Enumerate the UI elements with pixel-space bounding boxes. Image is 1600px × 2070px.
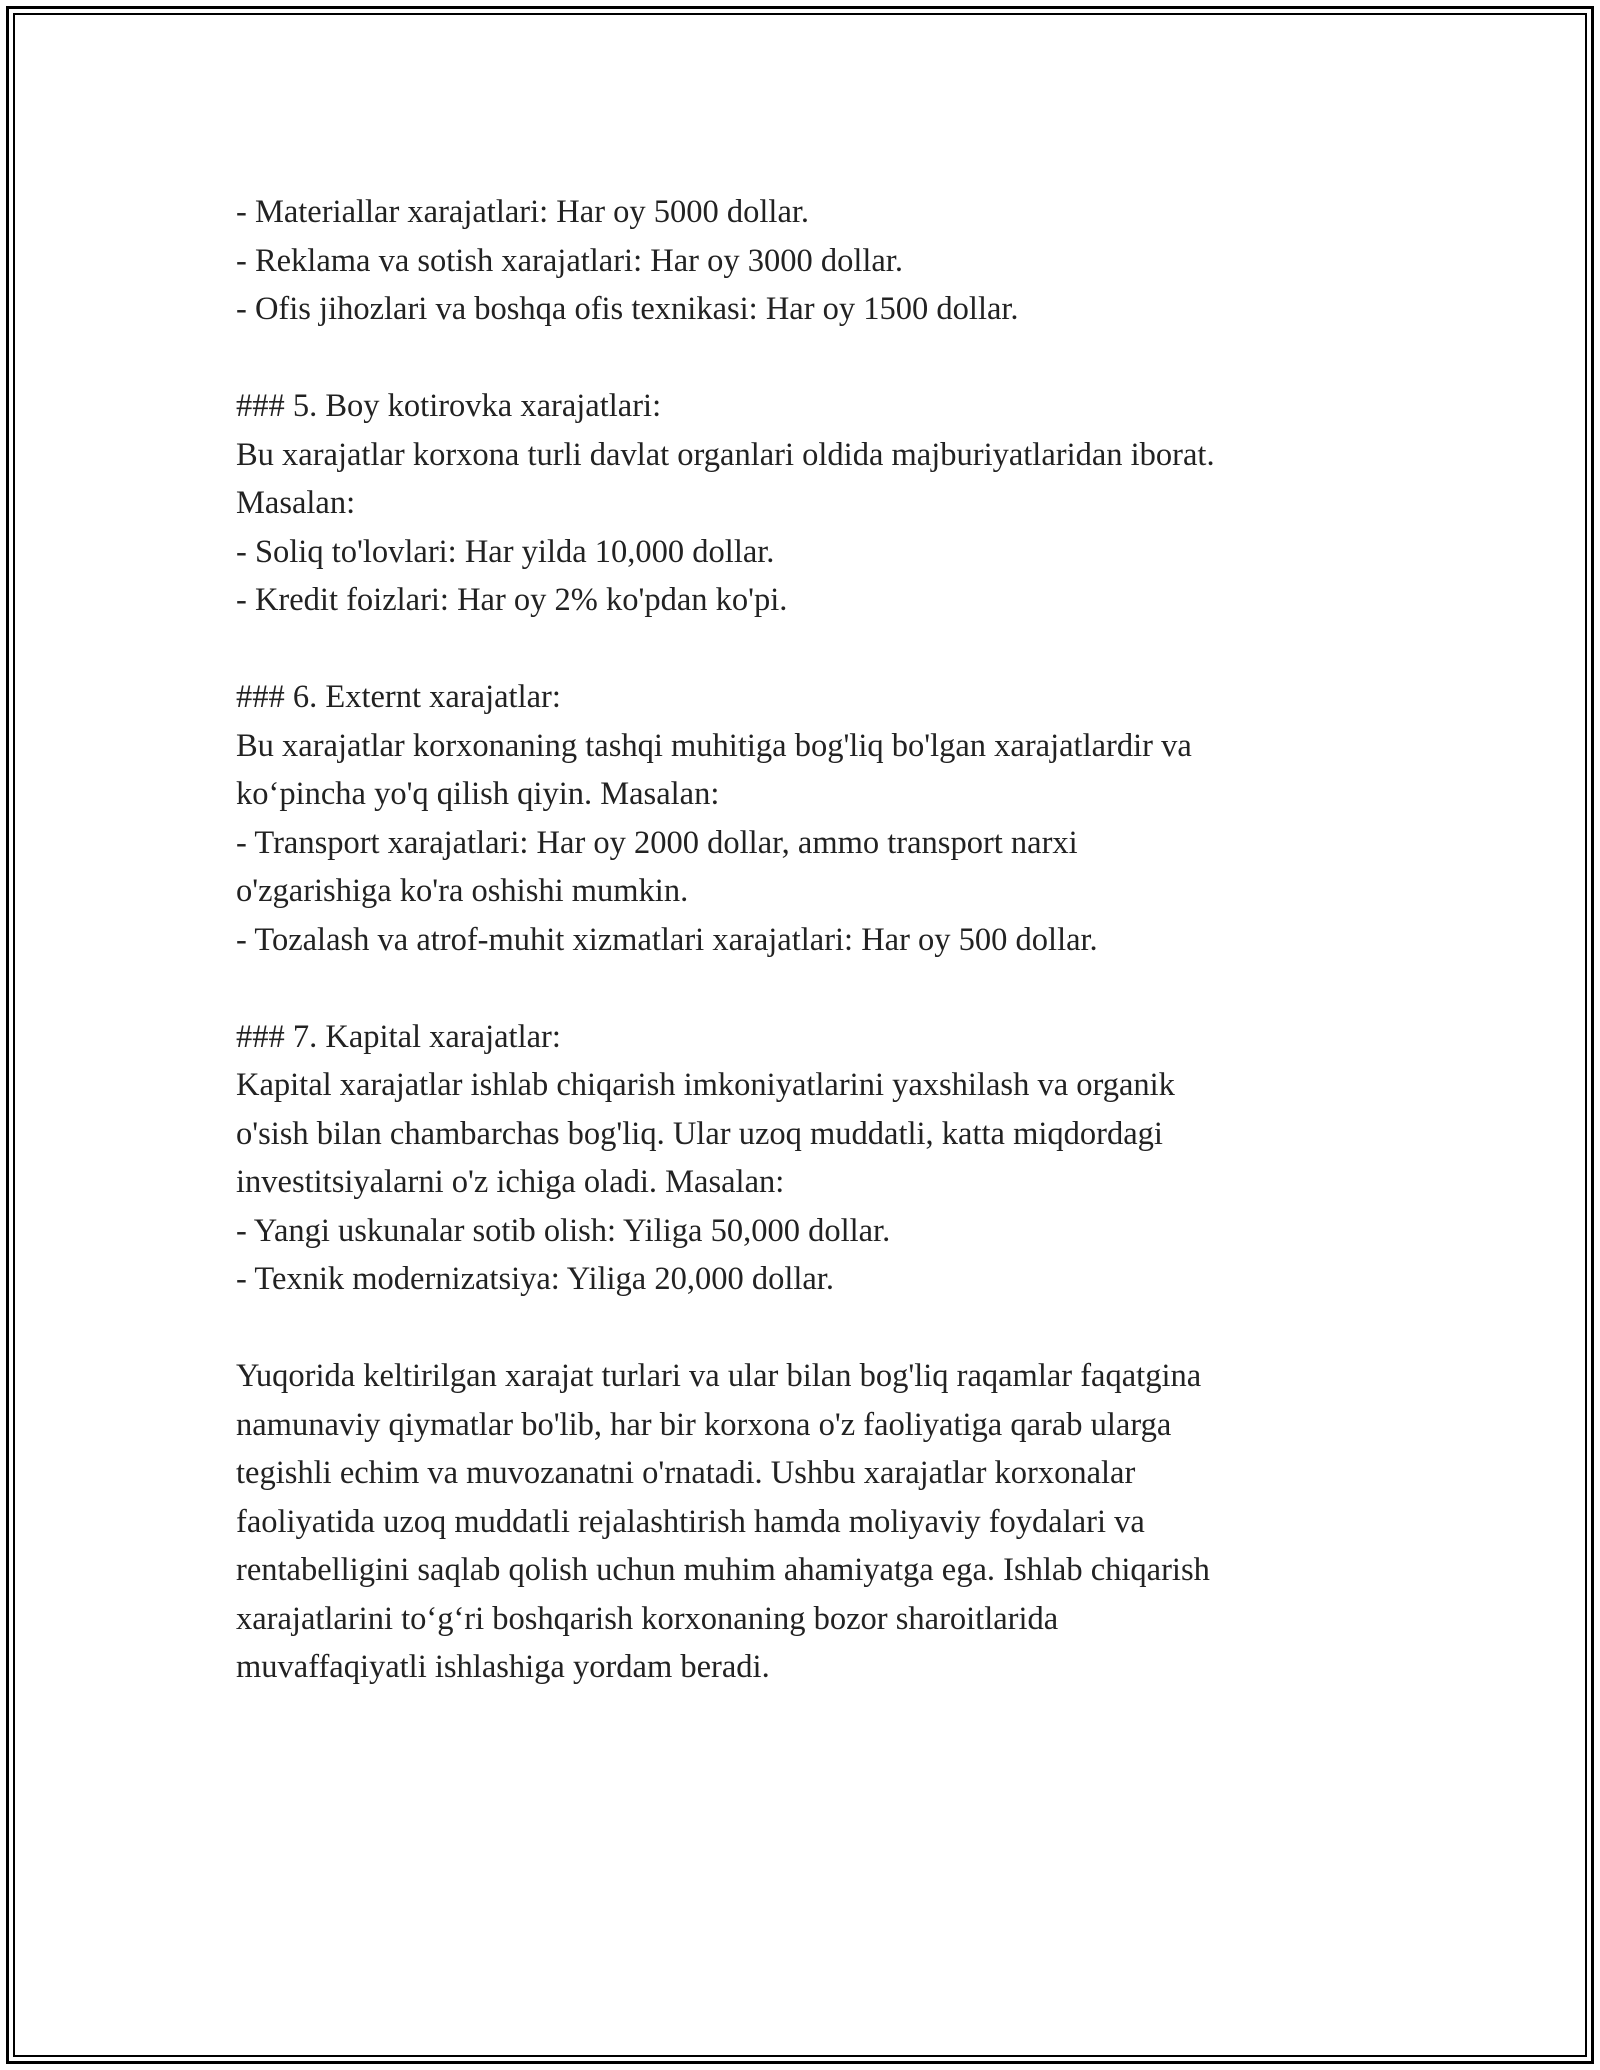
list-item: - Texnik modernizatsiya: Yiliga 20,000 dollar. <box>236 1261 834 1297</box>
paragraph-line: Kapital xarajatlar ishlab chiqarish imkoniyatlarini yaxshilash va organik <box>236 1067 1175 1103</box>
section-6 <box>236 673 1376 964</box>
paragraph-line: ko‘pincha yo'q qilish qiyin. Masalan: <box>236 776 720 812</box>
list-item: - Ofis jihozlari va boshqa ofis texnikasi: Har oy 1500 dollar. <box>236 291 1019 327</box>
list-item: - Yangi uskunalar sotib olish: Yiliga 50,000 dollar. <box>236 1212 891 1249</box>
paragraph-line: faoliyatida uzoq muddatli rejalashtirish hamda moliyaviy foydalari va <box>236 1503 1145 1540</box>
list-item: - Soliq to'lovlari: Har yilda 10,000 dollar. <box>236 533 775 570</box>
paragraph-line: tegishli echim va muvozanatni o'rnatadi. Ushbu xarajatlar korxonalar <box>236 1455 1136 1491</box>
paragraph-line: muvaffaqiyatli ishlashiga yordam beradi. <box>236 1649 770 1685</box>
list-item: - Materiallar xarajatlari: Har oy 5000 dollar. <box>236 194 810 230</box>
paragraph-line: investitsiyalarni o'z ichiga oladi. Masalan: <box>236 1164 785 1200</box>
conclusion-paragraph <box>236 1352 1376 1692</box>
paragraph-line: xarajatlarini to‘g‘ri boshqarish korxonaning bozor sharoitlarida <box>236 1600 1059 1637</box>
paragraph-gap <box>236 625 1376 674</box>
paragraph-gap <box>236 334 1376 383</box>
section-heading: ### 5. Boy kotirovka xarajatlari: <box>236 388 662 424</box>
paragraph-line: Yuqorida keltirilgan xarajat turlari va ular bilan bog'liq raqamlar faqatgina <box>236 1358 1202 1394</box>
list-item: - Tozalash va atrof-muhit xizmatlari xarajatlari: Har oy 500 dollar. <box>236 921 1098 958</box>
list-item: o'zgarishiga ko'ra oshishi mumkin. <box>236 873 689 909</box>
section-5 <box>236 382 1376 625</box>
list-item: - Kredit foizlari: Har oy 2% ko'pdan ko'pi. <box>236 582 788 618</box>
paragraph-line: Bu xarajatlar korxona turli davlat organlari oldida majburiyatlaridan iborat. <box>236 436 1215 473</box>
paragraph-gap <box>236 1304 1376 1353</box>
document-body <box>236 188 1376 1692</box>
list-item: - Transport xarajatlari: Har oy 2000 dollar, ammo transport narxi <box>236 824 1078 861</box>
section-heading: ### 7. Kapital xarajatlar: <box>236 1018 561 1055</box>
paragraph-gap <box>236 964 1376 1013</box>
paragraph-line: rentabelligini saqlab qolish uchun muhim ahamiyatga ega. Ishlab chiqarish <box>236 1552 1210 1588</box>
paragraph-line: Bu xarajatlar korxonaning tashqi muhitiga bog'liq bo'lgan xarajatlardir va <box>236 727 1192 764</box>
list-item: - Reklama va sotish xarajatlari: Har oy 3000 dollar. <box>236 242 903 279</box>
paragraph-line: namunaviy qiymatlar bo'lib, har bir korxona o'z faoliyatiga qarab ularga <box>236 1406 1172 1443</box>
paragraph-line: Masalan: <box>236 485 356 521</box>
section-heading: ### 6. Externt xarajatlar: <box>236 679 561 715</box>
expense-list-block <box>236 188 1376 334</box>
paragraph-line: o'sish bilan chambarchas bog'liq. Ular uzoq muddatli, katta miqdordagi <box>236 1115 1163 1152</box>
section-7 <box>236 1013 1376 1304</box>
